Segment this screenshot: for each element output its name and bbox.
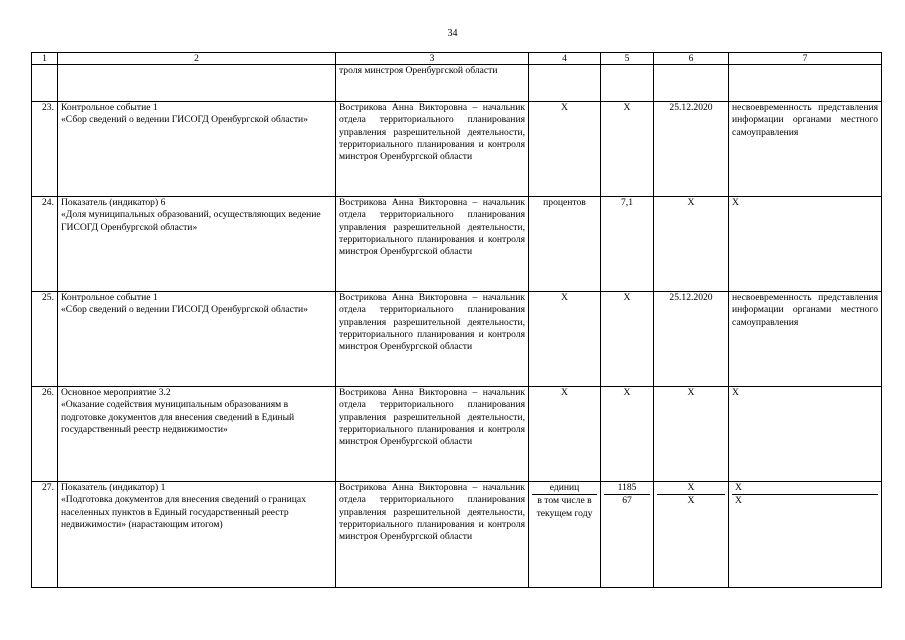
column-number: 7 — [729, 53, 882, 65]
unit-total: единиц — [532, 482, 597, 495]
date-cell — [654, 482, 729, 588]
column-number: 2 — [58, 53, 336, 65]
table-row — [32, 387, 882, 482]
unit-cell: процентов — [529, 197, 601, 292]
risk-cell — [729, 65, 882, 102]
responsible-cell: Вострикова Анна Викторовна – начальник отдела территориального планирования управления разрешительной деятельности, территориального планирования и контроля минстроя Оренбургской области — [336, 387, 529, 482]
risk-cell: несвоевременность представления информации органами местного самоуправления — [729, 292, 882, 387]
value-cell — [601, 482, 654, 588]
risk-cell: Х — [729, 387, 882, 482]
unit-cell — [529, 65, 601, 102]
risk-cell: несвоевременность представления информации органами местного самоуправления — [729, 102, 882, 197]
value-cell: 7,1 — [601, 197, 654, 292]
responsible-cell: троля минстроя Оренбургской области — [336, 65, 529, 102]
date-cell: 25.12.2020 — [654, 292, 729, 387]
table-row — [32, 482, 882, 588]
unit-cell: Х — [529, 387, 601, 482]
row-number-cell: 26. — [32, 387, 58, 482]
responsible-cell: Вострикова Анна Викторовна – начальник отдела территориального планирования управления разрешительной деятельности, территориального планирования и контроля минстроя Оренбургской области — [336, 197, 529, 292]
event-title: Показатель (индикатор) 1 — [61, 482, 166, 493]
event-title: Контрольное событие 1 — [61, 102, 158, 113]
column-number: 4 — [529, 53, 601, 65]
row-number-cell: 23. — [32, 102, 58, 197]
event-name-cell — [58, 387, 336, 482]
value-cell: Х — [601, 387, 654, 482]
value-cell: Х — [601, 292, 654, 387]
table-row — [32, 292, 882, 387]
event-description: «Доля муниципальных образований, осуществляющих ведение ГИСОГД Оренбургской области» — [61, 209, 321, 233]
plan-table — [31, 52, 882, 588]
value-current-year: 67 — [622, 495, 632, 507]
value-cell — [601, 65, 654, 102]
date-current-year: Х — [687, 495, 695, 507]
risk-current-year: Х — [735, 495, 742, 507]
table-row — [32, 102, 882, 197]
row-number-cell: 24. — [32, 197, 58, 292]
column-number: 3 — [336, 53, 529, 65]
date-cell: Х — [654, 387, 729, 482]
date-total: Х — [657, 482, 725, 495]
column-number: 6 — [654, 53, 729, 65]
row-number-cell: 27. — [32, 482, 58, 588]
date-cell: Х — [654, 197, 729, 292]
responsible-cell: Вострикова Анна Викторовна – начальник отдела территориального планирования управления разрешительной деятельности, территориального планирования и контроля минстроя Оренбургской области — [336, 292, 529, 387]
risk-cell — [729, 482, 882, 588]
event-name-cell — [58, 292, 336, 387]
page-number: 34 — [447, 28, 458, 39]
risk-total: Х — [732, 482, 878, 495]
date-cell: 25.12.2020 — [654, 102, 729, 197]
responsible-cell: Вострикова Анна Викторовна – начальник отдела территориального планирования управления разрешительной деятельности, территориального планирования и контроля минстроя Оренбургской области — [336, 102, 529, 197]
event-description: «Оказание содействия муниципальным образованиям в подготовке документов для внесения сведений в Единый государственный реестр недвижимости» — [61, 399, 295, 435]
value-cell: Х — [601, 102, 654, 197]
event-description: «Подготовка документов для внесения сведений о границах населенных пунктов в Единый государственный реестр недвижимости» (нарастающим итогом) — [61, 494, 306, 530]
event-name-cell — [58, 102, 336, 197]
column-number-header — [32, 53, 882, 65]
event-name-cell — [58, 197, 336, 292]
unit-cell — [529, 482, 601, 588]
value-total: 1185 — [604, 482, 650, 495]
unit-cell: Х — [529, 292, 601, 387]
event-description: «Сбор сведений о ведении ГИСОГД Оренбургской области» — [61, 114, 308, 126]
event-title: Показатель (индикатор) 6 — [61, 197, 166, 208]
event-title: Основное мероприятие 3.2 — [61, 387, 171, 398]
row-number-cell — [32, 65, 58, 102]
responsible-cell: Вострикова Анна Викторовна – начальник отдела территориального планирования управления разрешительной деятельности, территориального планирования и контроля минстроя Оренбургской области — [336, 482, 529, 588]
column-number: 5 — [601, 53, 654, 65]
unit-cell: Х — [529, 102, 601, 197]
row-number-cell: 25. — [32, 292, 58, 387]
event-description: «Сбор сведений о ведении ГИСОГД Оренбургской области» — [61, 304, 308, 316]
risk-cell: Х — [729, 197, 882, 292]
event-name-cell — [58, 482, 336, 588]
event-title: Контрольное событие 1 — [61, 292, 158, 303]
column-number: 1 — [32, 53, 58, 65]
event-name-cell — [58, 65, 336, 102]
continuation-row — [32, 65, 882, 102]
unit-current-year: в том числе в текущем году — [536, 495, 593, 519]
table-row — [32, 197, 882, 292]
date-cell — [654, 65, 729, 102]
